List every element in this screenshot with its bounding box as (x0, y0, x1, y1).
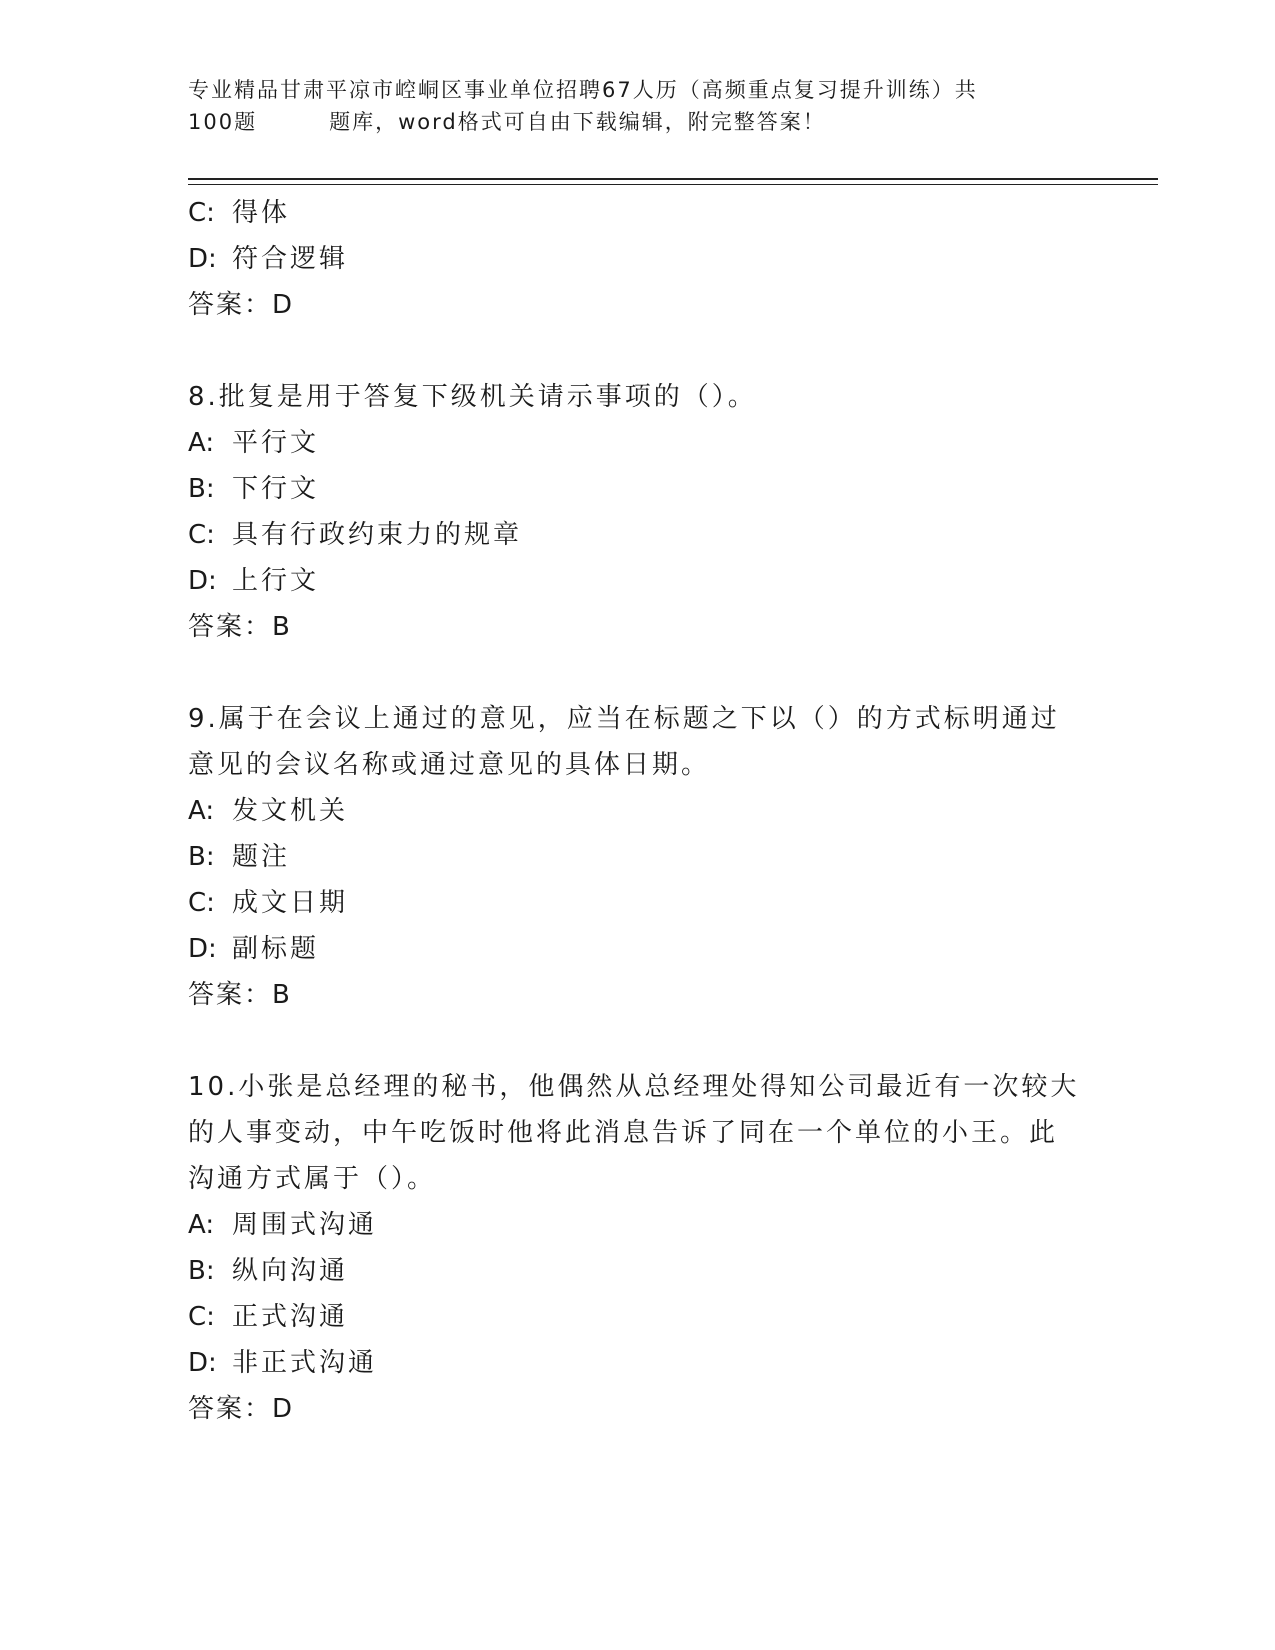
option-letter: D: (188, 1348, 217, 1378)
header-question-count: 100题 (188, 110, 258, 134)
question-content (188, 190, 1088, 1432)
option-letter: C: (188, 1302, 215, 1332)
option-letter: D: (188, 566, 217, 596)
question-stem-continued: 意见的会议名称或通过意见的具体日期。 (188, 750, 711, 780)
option-text: 上行文 (232, 566, 320, 596)
answer-line: 答案：D (188, 1394, 295, 1424)
option-letter: C: (188, 198, 215, 228)
header-title-rest: 题库，word格式可自由下载编辑，附完整答案！ (329, 110, 826, 134)
option-text: 具有行政约束力的规章 (232, 520, 523, 550)
header-divider-thin (188, 184, 1158, 185)
option-text: 成文日期 (232, 888, 349, 918)
option-d (188, 558, 1088, 604)
answer-line: 答案：B (188, 612, 292, 642)
option-a (188, 788, 1088, 834)
option-letter: C: (188, 888, 215, 918)
page-header (188, 74, 1068, 138)
question-9 (188, 696, 1088, 1018)
option-d (188, 236, 1088, 282)
option-letter: A: (188, 796, 215, 826)
option-text: 下行文 (232, 474, 320, 504)
question-stem: 8.批复是用于答复下级机关请示事项的（）。 (188, 382, 757, 412)
header-divider-thick (188, 178, 1158, 180)
option-b (188, 466, 1088, 512)
option-c (188, 190, 1088, 236)
option-text: 题注 (232, 842, 291, 872)
option-letter: A: (188, 1210, 215, 1240)
option-text: 正式沟通 (232, 1302, 349, 1332)
question-stem: 10.小张是总经理的秘书，他偶然从总经理处得知公司最近有一次较大 (188, 1072, 1080, 1102)
option-d (188, 926, 1088, 972)
option-text: 得体 (232, 198, 291, 228)
option-b (188, 834, 1088, 880)
option-letter: B: (188, 842, 215, 872)
option-c (188, 1294, 1088, 1340)
option-a (188, 420, 1088, 466)
option-text: 周围式沟通 (232, 1210, 378, 1240)
header-title-line-1: 专业精品甘肃平凉市崆峒区事业单位招聘67人历（高频重点复习提升训练）共 (188, 78, 978, 102)
question-stem: 9.属于在会议上通过的意见，应当在标题之下以（）的方式标明通过 (188, 704, 1060, 734)
option-c (188, 880, 1088, 926)
option-text: 副标题 (232, 934, 320, 964)
question-stem-continued: 沟通方式属于（）。 (188, 1164, 437, 1194)
question-10 (188, 1064, 1088, 1432)
option-letter: D: (188, 244, 217, 274)
option-letter: C: (188, 520, 215, 550)
option-letter: B: (188, 474, 215, 504)
answer-line: 答案：D (188, 290, 295, 320)
option-text: 非正式沟通 (232, 1348, 378, 1378)
option-letter: A: (188, 428, 215, 458)
header-title-line-2 (188, 106, 1068, 138)
option-text: 平行文 (232, 428, 320, 458)
option-a (188, 1202, 1088, 1248)
option-letter: B: (188, 1256, 215, 1286)
option-b (188, 1248, 1088, 1294)
answer-line: 答案：B (188, 980, 292, 1010)
question-8 (188, 374, 1088, 650)
question-carryover (188, 190, 1088, 328)
question-stem-continued: 的人事变动，中午吃饭时他将此消息告诉了同在一个单位的小王。此 (188, 1118, 1059, 1148)
option-d (188, 1340, 1088, 1386)
option-text: 纵向沟通 (232, 1256, 349, 1286)
option-text: 发文机关 (232, 796, 349, 826)
option-letter: D: (188, 934, 217, 964)
option-text: 符合逻辑 (232, 244, 349, 274)
option-c (188, 512, 1088, 558)
